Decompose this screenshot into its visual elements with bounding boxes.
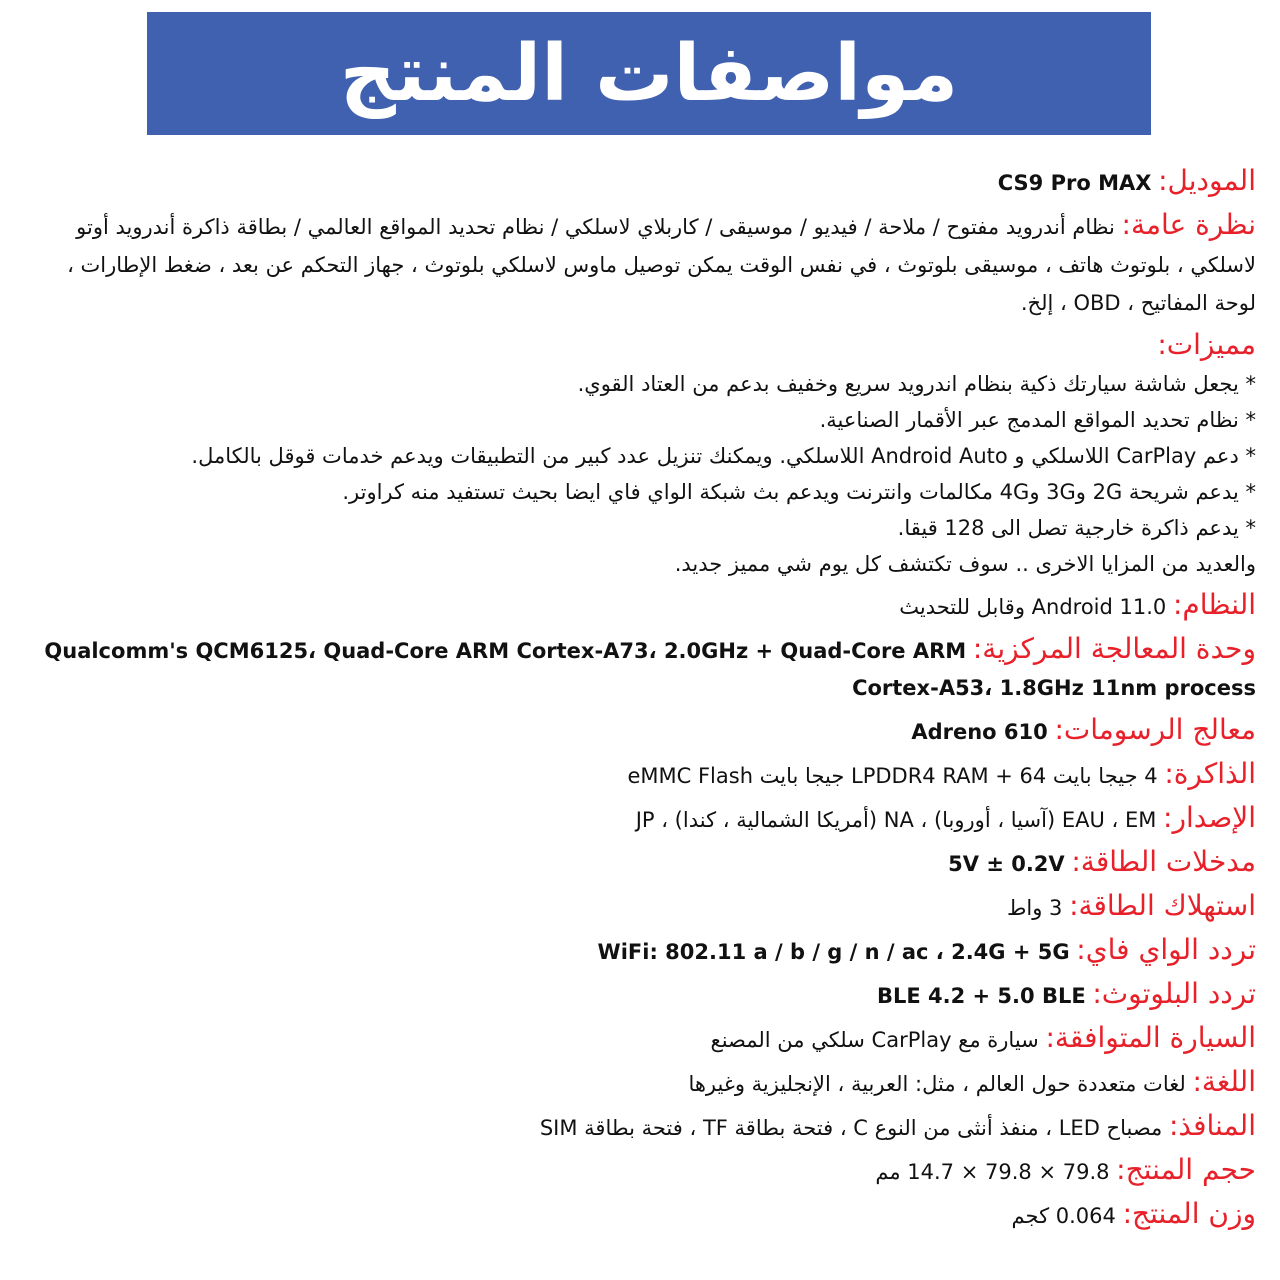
spec-label: حجم المنتج: [1116, 1153, 1256, 1186]
spec-system [22, 586, 1256, 626]
feature-item: والعديد من المزايا الاخرى .. سوف تكتشف كل يوم شي مميز جديد. [674, 552, 1256, 576]
spec-power-input [22, 843, 1256, 883]
spec-compatibility [22, 1019, 1256, 1059]
spec-label: تردد البلوتوث: [1092, 977, 1256, 1010]
spec-ports [22, 1107, 1256, 1147]
spec-label: السيارة المتوافقة: [1045, 1021, 1256, 1054]
spec-language [22, 1063, 1256, 1103]
spec-label: تردد الواي فاي: [1076, 933, 1256, 966]
spec-memory [22, 755, 1256, 795]
feature-item: * يجعل شاشة سيارتك ذكية بنظام اندرويد سريع وخفيف بدعم من العتاد القوي. [577, 372, 1256, 396]
spec-size [22, 1151, 1256, 1191]
spec-label: الإصدار: [1163, 801, 1256, 834]
spec-label: نظرة عامة: [1121, 208, 1256, 241]
spec-value: Qualcomm's QCM6125، Quad-Core ARM Cortex-A73، 2.0GHz + Quad-Core ARM Cortex-A53، 1.8GHz 11nm process [44, 639, 1256, 700]
spec-gpu [22, 711, 1256, 751]
spec-value: مصباح LED ، منفذ أنثى من النوع C ، فتحة بطاقة TF ، فتحة بطاقة SIM [539, 1116, 1163, 1140]
title-banner [147, 12, 1151, 135]
spec-label: النظام: [1172, 588, 1256, 621]
spec-label: مميزات: [1157, 328, 1256, 361]
spec-label: وزن المنتج: [1122, 1197, 1256, 1230]
spec-wifi [22, 931, 1256, 971]
spec-label: المنافذ: [1169, 1109, 1256, 1142]
spec-label: وحدة المعالجة المركزية: [972, 632, 1256, 665]
page-title: مواصفات المنتج [339, 28, 959, 119]
spec-value: 5V ± 0.2V [948, 852, 1065, 876]
spec-label: اللغة: [1192, 1065, 1256, 1098]
spec-value: سيارة مع CarPlay سلكي من المصنع [710, 1028, 1039, 1052]
spec-value: نظام أندرويد مفتوح / ملاحة / فيديو / موسيقى / كاربلاي لاسلكي / نظام تحديد المواقع العالمي / بطاقة ذاكرة أندرويد أوتو لاسلكي ، بلوتوث هاتف ، موسيقى بلوتوث ، في نفس الوقت يمكن توصيل ماوس لاسلكي بلوتوث ، جهاز التحكم عن بعد ، ضغط الإطارات ، لوحة المفاتيح ، OBD ، إلخ. [67, 215, 1256, 315]
spec-value: Android 11.0 وقابل للتحديث [899, 595, 1167, 619]
spec-value: 4 جيجا بايت LPDDR4 RAM + 64 جيجا بايت eMMC Flash [627, 764, 1158, 788]
spec-label: الذاكرة: [1164, 757, 1256, 790]
feature-item: * يدعم شريحة 2G و3G و4G مكالمات وانترنت ويدعم بث شبكة الواي فاي ايضا بحيث تستفيد منه كراوتر. [342, 480, 1256, 504]
spec-value: WiFi: 802.11 a / b / g / n / ac ، 2.4G + 5G [597, 940, 1070, 964]
spec-bluetooth [22, 975, 1256, 1015]
spec-label: مدخلات الطاقة: [1071, 845, 1256, 878]
spec-value: لغات متعددة حول العالم ، مثل: العربية ، الإنجليزية وغيرها [688, 1072, 1186, 1096]
spec-value: Adreno 610 [911, 720, 1048, 744]
spec-list [22, 162, 1256, 1239]
spec-overview [22, 206, 1256, 322]
spec-value: BLE 4.2 + 5.0 BLE [876, 984, 1086, 1008]
spec-label: استهلاك الطاقة: [1069, 889, 1256, 922]
spec-cpu [22, 630, 1256, 707]
spec-power-consumption [22, 887, 1256, 927]
spec-weight [22, 1195, 1256, 1235]
feature-item: * يدعم ذاكرة خارجية تصل الى 128 قيقا. [897, 516, 1256, 540]
spec-value: 0.064 كجم [1011, 1204, 1116, 1228]
spec-model [22, 162, 1256, 202]
spec-label: معالج الرسومات: [1054, 713, 1256, 746]
feature-item: * دعم CarPlay اللاسلكي و Android Auto اللاسلكي. ويمكنك تنزيل عدد كبير من التطبيقات ويدعم خدمات قوقل بالكامل. [191, 444, 1256, 468]
feature-item: * نظام تحديد المواقع المدمج عبر الأقمار الصناعية. [819, 408, 1256, 432]
spec-release [22, 799, 1256, 839]
spec-value: 3 واط [1006, 896, 1063, 920]
spec-value: CS9 Pro MAX [997, 171, 1152, 195]
spec-label: الموديل: [1158, 164, 1256, 197]
spec-value: 79.8 × 79.8 × 14.7 مم [875, 1160, 1110, 1184]
spec-features [22, 326, 1256, 366]
spec-value: EAU ، EM (آسيا ، أوروبا) ، NA (أمريكا الشمالية ، كندا) ، JP [635, 808, 1157, 832]
